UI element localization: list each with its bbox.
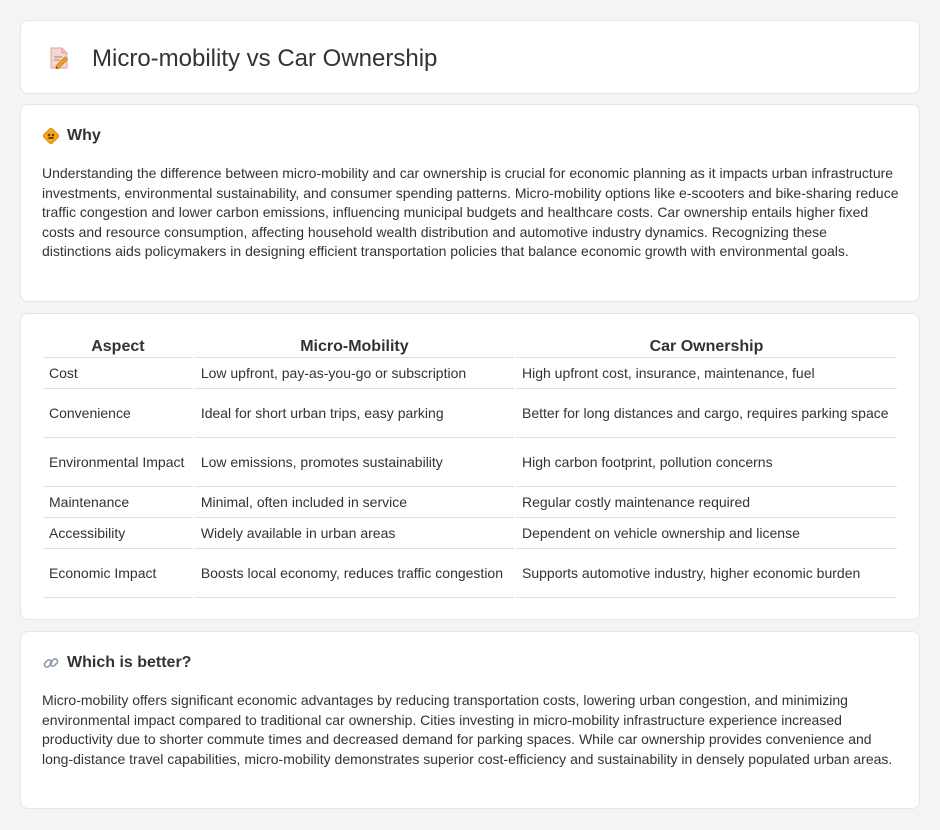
row-aspect: Convenience bbox=[43, 389, 193, 438]
diamond-sign-icon bbox=[42, 127, 60, 145]
row-car-ownership: High upfront cost, insurance, maintenance, fuel bbox=[516, 358, 897, 389]
why-heading bbox=[42, 127, 101, 145]
link-icon bbox=[42, 654, 60, 672]
table-row bbox=[43, 487, 897, 518]
row-car-ownership: Supports automotive industry, higher economic burden bbox=[516, 549, 897, 598]
row-car-ownership: Dependent on vehicle ownership and license bbox=[516, 518, 897, 549]
document-pencil-icon bbox=[47, 46, 71, 70]
row-car-ownership: High carbon footprint, pollution concerns bbox=[516, 438, 897, 487]
header-micro-mobility: Micro-Mobility bbox=[195, 334, 514, 358]
row-micro-mobility: Minimal, often included in service bbox=[195, 487, 514, 518]
row-micro-mobility: Low emissions, promotes sustainability bbox=[195, 438, 514, 487]
table-row bbox=[43, 358, 897, 389]
row-aspect: Economic Impact bbox=[43, 549, 193, 598]
table-row bbox=[43, 549, 897, 598]
why-section bbox=[20, 104, 920, 302]
row-micro-mobility: Boosts local economy, reduces traffic congestion bbox=[195, 549, 514, 598]
why-body: Understanding the difference between micro-mobility and car ownership is crucial for economic planning as it impacts urban infrastructure investments, environmental sustainability, and consumer spending patterns. Micro-mobility options like e-scooters and bike-sharing reduce traffic congestion and lower carbon emissions, influencing municipal budgets and healthcare costs. Car ownership entails higher fixed costs and resource consumption, affecting household wealth distribution and automotive industry dynamics. Recognizing these distinctions aids policymakers in designing efficient transportation policies that balance economic growth with environmental goals. bbox=[42, 165, 899, 259]
row-micro-mobility: Ideal for short urban trips, easy parking bbox=[195, 389, 514, 438]
comparison-table-card bbox=[20, 313, 920, 620]
table-header-row bbox=[43, 334, 897, 358]
row-car-ownership: Better for long distances and cargo, requires parking space bbox=[516, 389, 897, 438]
row-aspect: Cost bbox=[43, 358, 193, 389]
comparison-table bbox=[41, 334, 899, 598]
which-is-better-section bbox=[20, 631, 920, 809]
better-body: Micro-mobility offers significant economic advantages by reducing transportation costs, lowering urban congestion, and minimizing environmental impact compared to traditional car ownership. Cities investing in micro-mobility infrastructure experience increased productivity due to shorter commute times and decreased demand for parking spaces. While car ownership provides convenience and long-distance travel capabilities, micro-mobility demonstrates superior cost-efficiency and sustainability in densely populated urban areas. bbox=[42, 692, 893, 767]
header-aspect: Aspect bbox=[43, 334, 193, 358]
why-heading-label: Why bbox=[67, 127, 101, 144]
row-aspect: Maintenance bbox=[43, 487, 193, 518]
better-heading-label: Which is better? bbox=[67, 654, 192, 671]
better-heading bbox=[42, 654, 191, 672]
row-micro-mobility: Widely available in urban areas bbox=[195, 518, 514, 549]
page-title: Micro-mobility vs Car Ownership bbox=[92, 45, 438, 72]
row-car-ownership: Regular costly maintenance required bbox=[516, 487, 897, 518]
row-aspect: Environmental Impact bbox=[43, 438, 193, 487]
header-car-ownership: Car Ownership bbox=[516, 334, 897, 358]
table-row bbox=[43, 389, 897, 438]
row-aspect: Accessibility bbox=[43, 518, 193, 549]
table-row bbox=[43, 518, 897, 549]
title-card bbox=[20, 20, 920, 94]
table-row bbox=[43, 438, 897, 487]
row-micro-mobility: Low upfront, pay-as-you-go or subscription bbox=[195, 358, 514, 389]
